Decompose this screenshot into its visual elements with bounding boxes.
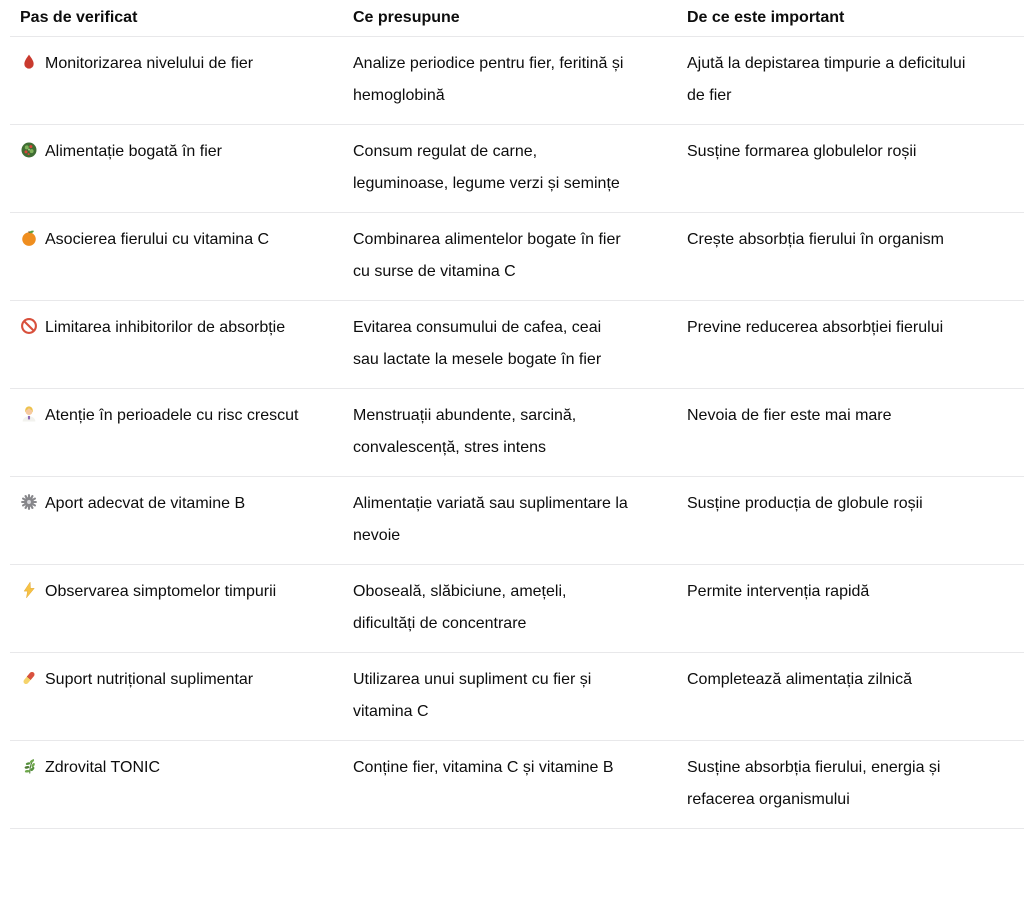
why-cell: Crește absorbția fierului în organism [677,213,1024,301]
step-cell [10,213,343,301]
step-cell [10,565,343,653]
gear-icon [20,493,38,511]
tangerine-icon [20,229,38,247]
table-row [10,389,1024,477]
step-text: Atenție în perioadele cu risc crescut [45,407,299,424]
table-row [10,37,1024,125]
what-cell: Consum regulat de carne, leguminoase, legume verzi și semințe [343,125,677,213]
step-cell [10,37,343,125]
table-row [10,565,1024,653]
iron-checklist-table-container [10,0,1024,829]
step-cell [10,389,343,477]
why-cell: Susține formarea globulelor roșii [677,125,1024,213]
what-cell: Menstruații abundente, sarcină, convalescență, stres intens [343,389,677,477]
table-row [10,653,1024,741]
header-pas-de-verificat: Pas de verificat [10,0,343,37]
what-cell: Utilizarea unui supliment cu fier și vitamina C [343,653,677,741]
table-row [10,741,1024,829]
step-text: Alimentație bogată în fier [45,143,222,160]
step-text: Asocierea fierului cu vitamina C [45,231,270,248]
pill-icon [20,669,38,687]
step-cell [10,653,343,741]
why-cell: Permite intervenția rapidă [677,565,1024,653]
why-cell: Completează alimentația zilnică [677,653,1024,741]
table-row [10,301,1024,389]
step-cell [10,301,343,389]
step-text: Observarea simptomelor timpurii [45,583,277,600]
why-cell: Susține absorbția fierului, energia și refacerea organismului [677,741,1024,829]
what-cell: Evitarea consumului de cafea, ceai sau lactate la mesele bogate în fier [343,301,677,389]
what-cell: Analize periodice pentru fier, feritină și hemoglobină [343,37,677,125]
why-cell: Nevoia de fier este mai mare [677,389,1024,477]
herb-icon [20,757,38,775]
step-cell [10,741,343,829]
header-row [10,0,1024,37]
why-cell: Susține producția de globule roșii [677,477,1024,565]
step-text: Limitarea inhibitorilor de absorbție [45,319,286,336]
prohibited-icon [20,317,38,335]
blood-drop-icon [20,53,38,71]
what-cell: Combinarea alimentelor bogate în fier cu surse de vitamina C [343,213,677,301]
header-de-ce-este-important: De ce este important [677,0,1024,37]
lightning-icon [20,581,38,599]
step-cell [10,125,343,213]
table-row [10,477,1024,565]
what-cell: Oboseală, slăbiciune, amețeli, dificultăți de concentrare [343,565,677,653]
why-cell: Ajută la depistarea timpurie a deficitului de fier [677,37,1024,125]
iron-checklist-table [10,0,1024,829]
step-text: Zdrovital TONIC [45,759,160,776]
step-text: Aport adecvat de vitamine B [45,495,246,512]
step-text: Monitorizarea nivelului de fier [45,55,254,72]
salad-icon [20,141,38,159]
what-cell: Alimentație variată sau suplimentare la nevoie [343,477,677,565]
what-cell: Conține fier, vitamina C și vitamine B [343,741,677,829]
table-row [10,213,1024,301]
step-text: Suport nutrițional suplimentar [45,671,254,688]
table-row [10,125,1024,213]
woman-health-worker-icon [20,405,38,423]
step-cell [10,477,343,565]
header-ce-presupune: Ce presupune [343,0,677,37]
why-cell: Previne reducerea absorbției fierului [677,301,1024,389]
